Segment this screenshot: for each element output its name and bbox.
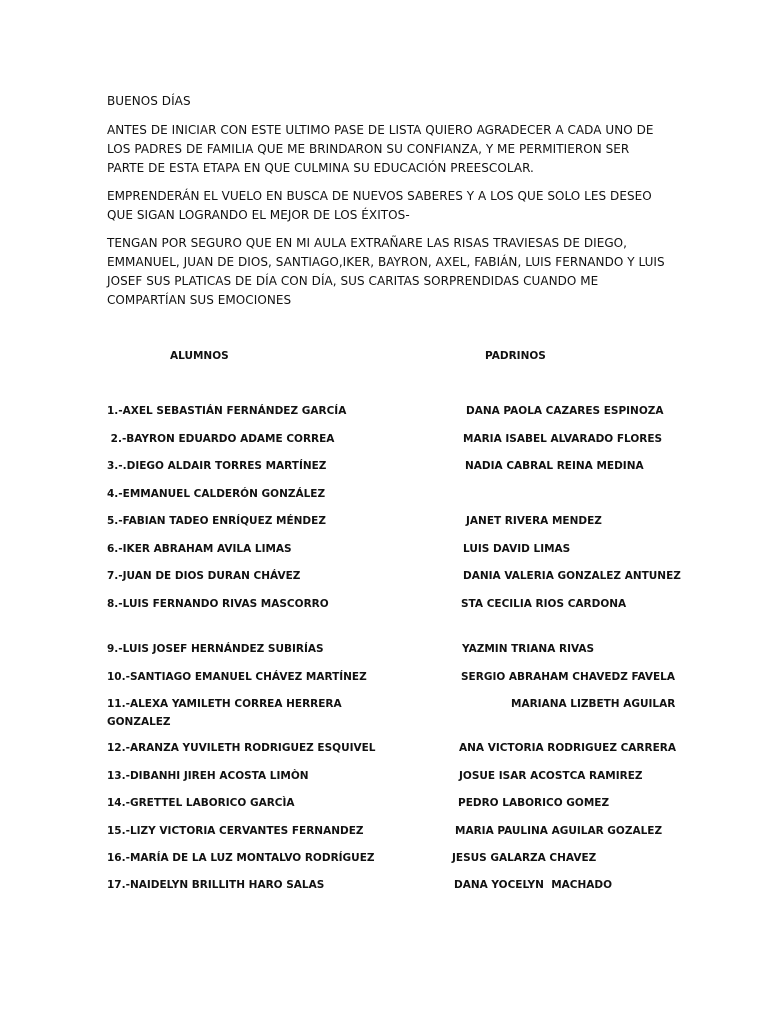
sponsor-name: ANA VICTORIA RODRIGUEZ CARRERA	[459, 742, 676, 754]
sponsor-name: JESUS GALARZA CHAVEZ	[452, 852, 597, 864]
student-name: 2.-BAYRON EDUARDO ADAME CORREA	[107, 433, 335, 445]
student-name: 15.-LIZY VICTORIA CERVANTES FERNANDEZ	[107, 825, 364, 837]
student-name: 14.-GRETTEL LABORICO GARCÌA	[107, 797, 295, 809]
list-item	[0, 876, 768, 894]
sponsor-name: MARIANA LIZBETH AGUILAR	[511, 698, 676, 710]
student-name: 4.-EMMANUEL CALDERÓN GONZÁLEZ	[107, 488, 326, 500]
sponsor-name: JOSUE ISAR ACOSTCA RAMIREZ	[459, 770, 643, 782]
list-item	[0, 540, 768, 558]
student-name: 12.-ARANZA YUVILETH RODRIGUEZ ESQUIVEL	[107, 742, 376, 754]
sponsor-name: DANA PAOLA CAZARES ESPINOZA	[466, 405, 664, 417]
list-item	[0, 430, 768, 448]
paragraph-memories: TENGAN POR SEGURO QUE EN MI AULA EXTRAÑARE LAS RISAS TRAVIESAS DE DIEGO, EMMANUEL, JUAN DE DIOS, SANTIAGO,IKER, BAYRON, AXEL, FABIÁN, LUIS FERNANDO Y LUIS JOSEF SUS PLATICAS DE DÍA CON DÍA, SUS CARITAS SORPRENDIDAS CUANDO ME COMPARTÍAN SUS EMOCIONES	[107, 236, 665, 307]
sponsor-name: PEDRO LABORICO GOMEZ	[458, 797, 610, 809]
sponsor-name: JANET RIVERA MENDEZ	[466, 515, 602, 527]
student-name: 10.-SANTIAGO EMANUEL CHÁVEZ MARTÍNEZ	[107, 671, 367, 683]
sponsors-column-header: PADRINOS	[485, 350, 546, 362]
list-item	[0, 402, 768, 420]
sponsor-name: LUIS DAVID LIMAS	[463, 543, 571, 555]
paragraph-wishes: EMPRENDERÁN EL VUELO EN BUSCA DE NUEVOS SABERES Y A LOS QUE SOLO LES DESEO QUE SIGAN LOGRANDO EL MEJOR DE LOS ÉXITOS-	[107, 189, 652, 222]
list-item	[0, 668, 768, 686]
student-name: 1.-AXEL SEBASTIÁN FERNÁNDEZ GARCÍA	[107, 405, 347, 417]
list-item	[0, 794, 768, 812]
student-name: 11.-ALEXA YAMILETH CORREA HERRERA GONZALEZ	[107, 698, 342, 728]
list-item	[0, 457, 768, 475]
paragraph-thanks: ANTES DE INICIAR CON ESTE ULTIMO PASE DE LISTA QUIERO AGRADECER A CADA UNO DE LOS PADRES DE FAMILIA QUE ME BRINDARON SU CONFIANZA, Y ME PERMITIERON SER PARTE DE ESTA ETAPA EN QUE CULMINA SU EDUCACIÓN PREESCOLAR.	[107, 123, 654, 175]
student-name: 17.-NAIDELYN BRILLITH HARO SALAS	[107, 879, 325, 891]
sponsor-name: DANA YOCELYN MACHADO	[454, 879, 613, 891]
list-item	[0, 512, 768, 530]
list-item	[0, 767, 768, 785]
list-item	[0, 485, 768, 503]
list-item	[0, 739, 768, 757]
student-name: 6.-IKER ABRAHAM AVILA LIMAS	[107, 543, 292, 555]
sponsor-name: YAZMIN TRIANA RIVAS	[462, 643, 595, 655]
student-name: 13.-DIBANHI JIREH ACOSTA LIMÒN	[107, 770, 309, 782]
list-item	[0, 567, 768, 585]
greeting: BUENOS DÍAS	[107, 94, 191, 108]
list-item	[0, 640, 768, 658]
sponsor-name: DANIA VALERIA GONZALEZ ANTUNEZ	[463, 570, 681, 582]
sponsor-name: STA CECILIA RIOS CARDONA	[461, 598, 627, 610]
student-name: 16.-MARÍA DE LA LUZ MONTALVO RODRÍGUEZ	[107, 852, 375, 864]
list-item	[0, 822, 768, 840]
sponsor-name: SERGIO ABRAHAM CHAVEDZ FAVELA	[461, 671, 675, 683]
student-name: 7.-JUAN DE DIOS DURAN CHÁVEZ	[107, 570, 301, 582]
students-column-header: ALUMNOS	[170, 350, 229, 362]
sponsor-name: NADIA CABRAL REINA MEDINA	[465, 460, 644, 472]
list-item	[0, 849, 768, 867]
student-name: 8.-LUIS FERNANDO RIVAS MASCORRO	[107, 598, 329, 610]
student-name: 3.-.DIEGO ALDAIR TORRES MARTÍNEZ	[107, 460, 327, 472]
student-name: 9.-LUIS JOSEF HERNÁNDEZ SUBIRÍAS	[107, 643, 324, 655]
sponsor-name: MARIA PAULINA AGUILAR GOZALEZ	[455, 825, 663, 837]
sponsor-name: MARIA ISABEL ALVARADO FLORES	[463, 433, 663, 445]
list-item	[0, 695, 768, 731]
student-name: 5.-FABIAN TADEO ENRÍQUEZ MÉNDEZ	[107, 515, 326, 527]
list-item	[0, 595, 768, 613]
